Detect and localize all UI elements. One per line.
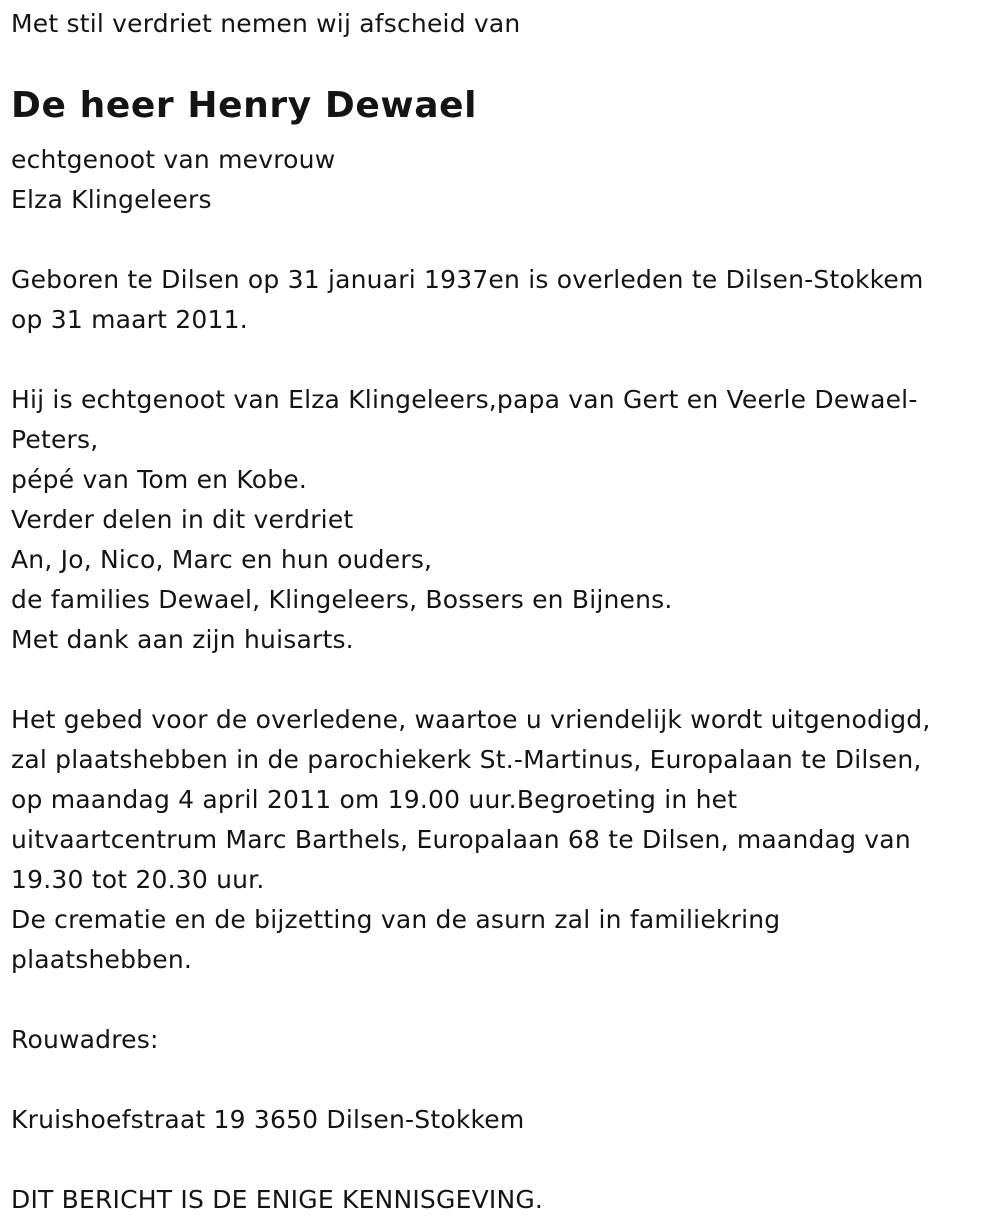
family-line: Hij is echtgenoot van Elza Klingeleers,papa van Gert en Veerle Dewael- — [11, 385, 918, 414]
family-line: pépé van Tom en Kobe. — [11, 465, 307, 494]
service-line: op maandag 4 april 2011 om 19.00 uur.Begroeting in het — [11, 785, 738, 814]
address-label: Rouwadres: — [11, 1025, 159, 1054]
obituary-notice — [11, 4, 991, 1220]
intro-text: Met stil verdriet nemen wij afscheid van — [11, 9, 521, 38]
spacer — [11, 220, 991, 260]
spacer — [11, 1140, 991, 1180]
spacer — [11, 980, 991, 1020]
family-line: An, Jo, Nico, Marc en hun ouders, — [11, 545, 433, 574]
family-line: Peters, — [11, 425, 99, 454]
service-line: De crematie en de bijzetting van de asurn zal in familiekring — [11, 905, 781, 934]
birth-death-line: Geboren te Dilsen op 31 januari 1937en is overleden te Dilsen-Stokkem — [11, 265, 924, 294]
spacer — [11, 1060, 991, 1100]
service-line: zal plaatshebben in de parochiekerk St.-Martinus, Europalaan te Dilsen, — [11, 745, 922, 774]
family-block — [11, 380, 991, 660]
spouse-block — [11, 140, 991, 220]
mourning-address: Kruishoefstraat 19 3650 Dilsen-Stokkem — [11, 1105, 525, 1134]
service-line: uitvaartcentrum Marc Barthels, Europalaan 68 te Dilsen, maandag van — [11, 825, 911, 854]
birth-death-line: op 31 maart 2011. — [11, 305, 248, 334]
service-line: Het gebed voor de overledene, waartoe u vriendelijk wordt uitgenodigd, — [11, 705, 931, 734]
family-line: Met dank aan zijn huisarts. — [11, 625, 354, 654]
family-line: Verder delen in dit verdriet — [11, 505, 354, 534]
service-line: 19.30 tot 20.30 uur. — [11, 865, 265, 894]
family-line: de families Dewael, Klingeleers, Bossers en Bijnens. — [11, 585, 673, 614]
spouse-line: echtgenoot van mevrouw — [11, 145, 336, 174]
closing-notice: DIT BERICHT IS DE ENIGE KENNISGEVING. — [11, 1185, 544, 1214]
service-line: plaatshebben. — [11, 945, 193, 974]
spacer — [11, 660, 991, 700]
birth-death-block — [11, 260, 991, 340]
service-block — [11, 700, 991, 980]
deceased-name: De heer Henry Dewael — [11, 85, 478, 126]
spouse-name: Elza Klingeleers — [11, 185, 212, 214]
spacer — [11, 340, 991, 380]
